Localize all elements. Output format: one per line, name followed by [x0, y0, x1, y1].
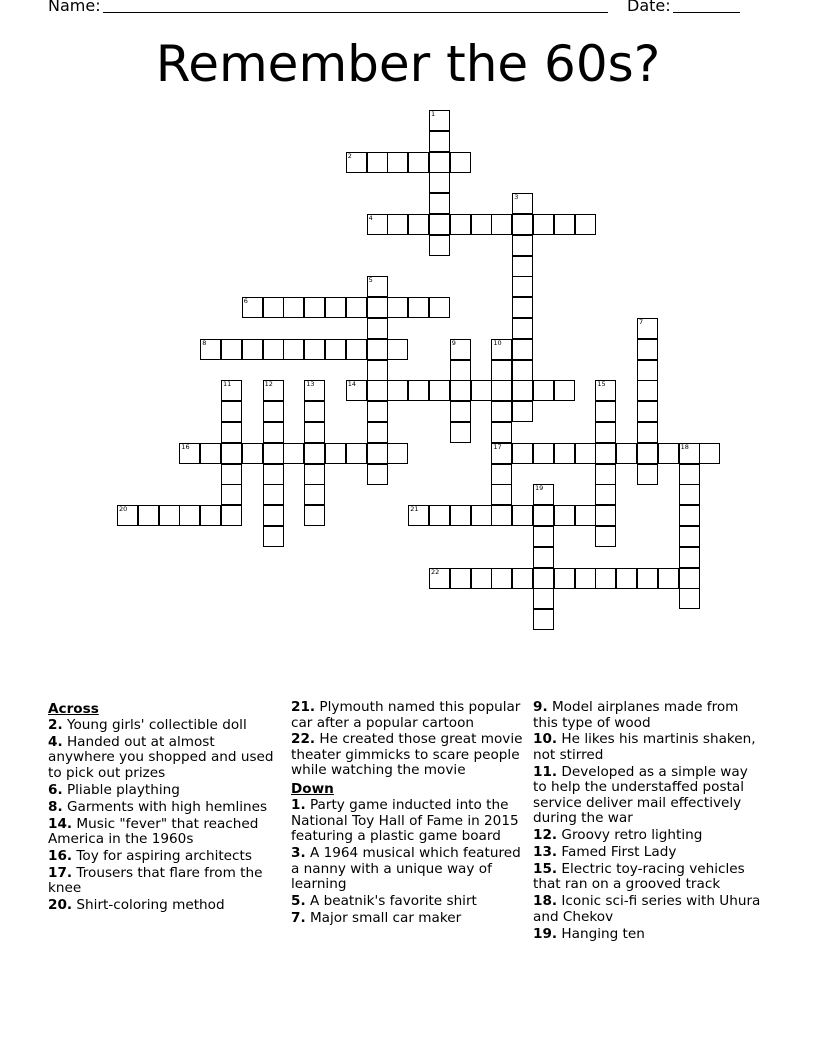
- grid-cell[interactable]: [471, 505, 492, 526]
- grid-cell[interactable]: [658, 443, 679, 464]
- grid-cell[interactable]: [304, 422, 325, 443]
- grid-cell[interactable]: [408, 380, 429, 401]
- grid-cell[interactable]: [512, 380, 533, 401]
- grid-cell[interactable]: [200, 505, 221, 526]
- clue-item: [48, 849, 280, 865]
- clue-column-3: [533, 700, 765, 944]
- grid-cell[interactable]: [450, 152, 471, 173]
- grid-cell[interactable]: [346, 339, 367, 360]
- clue-item: [48, 817, 280, 848]
- clue-item: [48, 735, 280, 782]
- cell-number: 19: [535, 484, 544, 493]
- grid-cell[interactable]: [346, 152, 367, 173]
- grid-cell[interactable]: [450, 401, 471, 422]
- cell-number: 8: [202, 338, 207, 347]
- grid-cell[interactable]: [450, 505, 471, 526]
- clue-text: Plymouth named this popular car after a popular cartoon: [291, 699, 521, 731]
- cell-number: 13: [306, 380, 315, 389]
- grid-cell[interactable]: [263, 443, 284, 464]
- grid-cell[interactable]: [637, 464, 658, 485]
- clue-text: Major small car maker: [309, 909, 462, 926]
- grid-cell[interactable]: [346, 443, 367, 464]
- grid-cell[interactable]: [159, 505, 180, 526]
- clue-text: A beatnik's favorite shirt: [309, 893, 477, 910]
- grid-cell[interactable]: [221, 401, 242, 422]
- grid-cell[interactable]: [554, 568, 575, 589]
- grid-cell[interactable]: [595, 526, 616, 547]
- cell-number: 4: [368, 214, 373, 222]
- grid-cell[interactable]: [429, 110, 450, 131]
- grid-cell[interactable]: [387, 380, 408, 401]
- grid-cell[interactable]: [491, 401, 512, 422]
- grid-cell[interactable]: [304, 297, 325, 318]
- grid-cell[interactable]: [533, 380, 554, 401]
- clue-item: [533, 765, 765, 827]
- clue-item: [291, 798, 523, 845]
- clue-number: 3.: [291, 845, 306, 862]
- grid-cell[interactable]: [575, 568, 596, 589]
- clue-text: Developed as a simple way to help the understaffed postal service deliver mail effectively during the war: [533, 763, 748, 827]
- grid-cell[interactable]: [491, 505, 512, 526]
- grid-cell[interactable]: [221, 484, 242, 505]
- grid-cell[interactable]: [512, 401, 533, 422]
- grid-cell[interactable]: [117, 505, 138, 526]
- clue-number: 12.: [533, 827, 558, 844]
- clue-number: 6.: [48, 781, 63, 798]
- grid-cell[interactable]: [429, 152, 450, 173]
- clue-number: 14.: [48, 815, 73, 832]
- grid-cell[interactable]: [637, 422, 658, 443]
- grid-cell[interactable]: [429, 131, 450, 152]
- clue-text: A 1964 musical which featured a nanny with a unique way of learning: [291, 845, 521, 893]
- grid-cell[interactable]: [429, 297, 450, 318]
- grid-cell[interactable]: [263, 505, 284, 526]
- grid-cell[interactable]: [408, 297, 429, 318]
- grid-cell[interactable]: [387, 152, 408, 173]
- grid-cell[interactable]: [387, 339, 408, 360]
- grid-cell[interactable]: [512, 276, 533, 297]
- grid-cell[interactable]: [304, 464, 325, 485]
- grid-cell[interactable]: [491, 422, 512, 443]
- grid-cell[interactable]: [450, 339, 471, 360]
- clue-number: 22.: [291, 731, 316, 748]
- grid-cell[interactable]: [533, 505, 554, 526]
- grid-cell[interactable]: [450, 360, 471, 381]
- clue-text: Iconic sci-fi series with Uhura and Chekov: [533, 893, 761, 925]
- page-title: Remember the 60s?: [155, 35, 661, 93]
- clue-column-1: [48, 700, 280, 915]
- grid-cell[interactable]: [179, 443, 200, 464]
- clue-item: [48, 898, 280, 914]
- grid-cell[interactable]: [637, 401, 658, 422]
- clue-number: 19.: [533, 925, 558, 942]
- cell-number: 12: [264, 380, 273, 389]
- grid-cell[interactable]: [637, 443, 658, 464]
- clue-item: [533, 927, 765, 943]
- grid-cell[interactable]: [367, 276, 388, 297]
- grid-cell[interactable]: [679, 588, 700, 609]
- grid-cell[interactable]: [200, 443, 221, 464]
- cell-number: 16: [181, 442, 190, 451]
- grid-cell[interactable]: [491, 214, 512, 235]
- grid-cell[interactable]: [679, 443, 700, 464]
- grid-cell[interactable]: [304, 401, 325, 422]
- clue-number: 7.: [291, 909, 306, 926]
- grid-cell[interactable]: [471, 568, 492, 589]
- grid-cell[interactable]: [367, 422, 388, 443]
- grid-cell[interactable]: [263, 464, 284, 485]
- grid-cell[interactable]: [304, 484, 325, 505]
- grid-cell[interactable]: [367, 318, 388, 339]
- grid-cell[interactable]: [512, 360, 533, 381]
- clue-item: [533, 845, 765, 861]
- clue-number: 15.: [533, 860, 558, 877]
- grid-cell[interactable]: [283, 339, 304, 360]
- grid-cell[interactable]: [512, 235, 533, 256]
- grid-cell[interactable]: [304, 505, 325, 526]
- clue-text: He created those great movie theater gimmicks to scare people while watching the movie: [291, 731, 523, 779]
- grid-cell[interactable]: [221, 464, 242, 485]
- grid-cell[interactable]: [450, 214, 471, 235]
- grid-cell[interactable]: [554, 380, 575, 401]
- grid-cell[interactable]: [263, 422, 284, 443]
- grid-cell[interactable]: [429, 193, 450, 214]
- grid-cell[interactable]: [616, 443, 637, 464]
- grid-cell[interactable]: [637, 568, 658, 589]
- grid-cell[interactable]: [221, 339, 242, 360]
- grid-cell[interactable]: [471, 380, 492, 401]
- grid-cell[interactable]: [325, 443, 346, 464]
- grid-cell[interactable]: [491, 484, 512, 505]
- grid-cell[interactable]: [263, 526, 284, 547]
- cell-number: 14: [347, 380, 357, 389]
- grid-cell[interactable]: [575, 505, 596, 526]
- grid-cell[interactable]: [679, 547, 700, 568]
- grid-cell[interactable]: [325, 339, 346, 360]
- clue-number: 16.: [48, 847, 73, 864]
- grid-cell[interactable]: [367, 152, 388, 173]
- grid-cell[interactable]: [367, 297, 388, 318]
- clue-text: Toy for aspiring architects: [76, 847, 252, 864]
- clue-item: [48, 783, 280, 799]
- clue-item: [291, 846, 523, 893]
- grid-cell[interactable]: [304, 380, 325, 401]
- grid-cell[interactable]: [512, 568, 533, 589]
- grid-cell[interactable]: [263, 484, 284, 505]
- clue-item: [291, 894, 523, 910]
- grid-cell[interactable]: [263, 339, 284, 360]
- cell-number: 15: [597, 380, 606, 389]
- grid-cell[interactable]: [512, 318, 533, 339]
- grid-cell[interactable]: [471, 214, 492, 235]
- grid-cell[interactable]: [575, 443, 596, 464]
- grid-cell[interactable]: [429, 235, 450, 256]
- grid-cell[interactable]: [512, 505, 533, 526]
- clue-item: [291, 732, 523, 779]
- grid-cell[interactable]: [595, 422, 616, 443]
- cell-number: 22: [431, 567, 440, 576]
- grid-cell[interactable]: [429, 214, 450, 235]
- grid-cell[interactable]: [429, 505, 450, 526]
- clue-number: 1.: [291, 797, 306, 814]
- clue-text: Party game inducted into the National Toy Hall of Fame in 2015 featuring a plastic game board: [291, 797, 519, 845]
- clue-item: [533, 700, 765, 731]
- clue-number: 5.: [291, 893, 306, 910]
- cell-number: 20: [119, 505, 128, 514]
- grid-cell[interactable]: [595, 484, 616, 505]
- cell-number: 11: [223, 380, 232, 389]
- grid-cell[interactable]: [616, 568, 637, 589]
- clue-text: Shirt-coloring method: [76, 897, 225, 914]
- grid-cell[interactable]: [658, 568, 679, 589]
- clue-number: 21.: [291, 699, 316, 715]
- clue-text: Electric toy-racing vehicles that ran on a grooved track: [533, 860, 745, 893]
- grid-cell[interactable]: [450, 422, 471, 443]
- cell-number: 5: [368, 276, 373, 285]
- grid-cell[interactable]: [637, 339, 658, 360]
- clue-item: [291, 911, 523, 927]
- grid-cell[interactable]: [595, 380, 616, 401]
- grid-cell[interactable]: [533, 484, 554, 505]
- grid-cell[interactable]: [491, 380, 512, 401]
- grid-cell[interactable]: [554, 443, 575, 464]
- clue-column-2: [291, 700, 523, 928]
- clue-number: 4.: [48, 733, 63, 750]
- grid-cell[interactable]: [637, 360, 658, 381]
- clue-number: 17.: [48, 864, 73, 881]
- grid-cell[interactable]: [367, 339, 388, 360]
- grid-cell[interactable]: [595, 401, 616, 422]
- grid-cell[interactable]: [179, 505, 200, 526]
- grid-cell[interactable]: [491, 568, 512, 589]
- grid-cell[interactable]: [491, 339, 512, 360]
- cell-number: 17: [493, 442, 502, 451]
- grid-cell[interactable]: [304, 443, 325, 464]
- clue-text: Hanging ten: [561, 925, 645, 942]
- across-heading: Across: [48, 701, 99, 717]
- grid-cell[interactable]: [679, 484, 700, 505]
- grid-cell[interactable]: [491, 464, 512, 485]
- clue-number: 11.: [533, 763, 558, 780]
- grid-cell[interactable]: [575, 214, 596, 235]
- grid-cell[interactable]: [408, 214, 429, 235]
- grid-cell[interactable]: [512, 443, 533, 464]
- clue-number: 9.: [533, 699, 548, 715]
- grid-cell[interactable]: [679, 526, 700, 547]
- grid-cell[interactable]: [595, 464, 616, 485]
- grid-cell[interactable]: [491, 443, 512, 464]
- cell-number: 10: [493, 338, 502, 347]
- grid-cell[interactable]: [429, 568, 450, 589]
- clue-item: [48, 866, 280, 897]
- cell-number: 9: [451, 338, 456, 347]
- grid-cell[interactable]: [533, 588, 554, 609]
- clue-item: [533, 894, 765, 925]
- grid-cell[interactable]: [263, 380, 284, 401]
- clue-item: [48, 718, 280, 734]
- grid-cell[interactable]: [595, 505, 616, 526]
- grid-cell[interactable]: [242, 339, 263, 360]
- grid-cell[interactable]: [450, 568, 471, 589]
- grid-cell[interactable]: [221, 443, 242, 464]
- grid-cell[interactable]: [450, 380, 471, 401]
- cell-number: 18: [680, 442, 689, 451]
- grid-cell[interactable]: [679, 505, 700, 526]
- clue-item: [48, 800, 280, 816]
- date-label: Date:: [627, 0, 671, 15]
- cell-number: 3: [514, 193, 519, 202]
- grid-cell[interactable]: [346, 380, 367, 401]
- grid-cell[interactable]: [367, 443, 388, 464]
- cell-number: 7: [639, 318, 644, 326]
- grid-cell[interactable]: [699, 443, 720, 464]
- grid-cell[interactable]: [533, 526, 554, 547]
- clue-text: Model airplanes made from this type of wood: [533, 699, 739, 731]
- grid-cell[interactable]: [554, 505, 575, 526]
- cell-number: 6: [243, 297, 248, 306]
- grid-cell[interactable]: [637, 380, 658, 401]
- clue-text: Handed out at almost anywhere you shopped and used to pick out prizes: [48, 733, 274, 781]
- clue-text: He likes his martinis shaken, not stirred: [533, 731, 756, 763]
- grid-cell[interactable]: [512, 256, 533, 277]
- grid-cell[interactable]: [367, 401, 388, 422]
- grid-cell[interactable]: [242, 297, 263, 318]
- clue-text: Garments with high hemlines: [66, 798, 268, 815]
- grid-cell[interactable]: [367, 214, 388, 235]
- grid-cell[interactable]: [512, 193, 533, 214]
- down-heading: Down: [291, 781, 334, 798]
- grid-cell[interactable]: [512, 297, 533, 318]
- cell-number: 1: [431, 110, 436, 118]
- clue-item: [533, 862, 765, 893]
- grid-cell[interactable]: [679, 464, 700, 485]
- grid-cell[interactable]: [429, 380, 450, 401]
- clue-text: Pliable plaything: [66, 781, 180, 798]
- grid-cell[interactable]: [637, 318, 658, 339]
- grid-cell[interactable]: [221, 505, 242, 526]
- name-label: Name:: [48, 0, 101, 15]
- clue-text: Famed First Lady: [561, 844, 677, 861]
- grid-cell[interactable]: [533, 443, 554, 464]
- clue-text: Groovy retro lighting: [561, 827, 703, 844]
- clue-text: Young girls' collectible doll: [66, 717, 247, 733]
- clue-number: 2.: [48, 717, 63, 733]
- grid-cell[interactable]: [595, 443, 616, 464]
- grid-cell[interactable]: [325, 297, 346, 318]
- clue-item: [533, 732, 765, 763]
- grid-cell[interactable]: [200, 339, 221, 360]
- clue-number: 10.: [533, 731, 558, 748]
- clue-text: Music "fever" that reached America in the 1960s: [48, 815, 259, 848]
- grid-cell[interactable]: [263, 297, 284, 318]
- grid-cell[interactable]: [429, 172, 450, 193]
- grid-cell[interactable]: [533, 609, 554, 630]
- grid-cell[interactable]: [367, 380, 388, 401]
- cell-number: 2: [347, 151, 352, 160]
- clue-text: Trousers that flare from the knee: [48, 864, 263, 897]
- grid-cell[interactable]: [408, 152, 429, 173]
- grid-cell[interactable]: [242, 443, 263, 464]
- grid-cell[interactable]: [491, 360, 512, 381]
- grid-cell[interactable]: [221, 422, 242, 443]
- clue-item: [533, 828, 765, 844]
- grid-cell[interactable]: [263, 401, 284, 422]
- grid-cell[interactable]: [367, 360, 388, 381]
- clue-number: 13.: [533, 844, 558, 861]
- grid-cell[interactable]: [387, 297, 408, 318]
- grid-cell[interactable]: [408, 505, 429, 526]
- cell-number: 21: [410, 505, 419, 514]
- grid-cell[interactable]: [679, 568, 700, 589]
- grid-cell[interactable]: [512, 339, 533, 360]
- grid-cell[interactable]: [512, 214, 533, 235]
- grid-cell[interactable]: [533, 547, 554, 568]
- grid-cell[interactable]: [387, 443, 408, 464]
- grid-cell[interactable]: [387, 214, 408, 235]
- grid-cell[interactable]: [367, 464, 388, 485]
- grid-cell[interactable]: [283, 297, 304, 318]
- grid-cell[interactable]: [533, 214, 554, 235]
- grid-cell[interactable]: [221, 380, 242, 401]
- grid-cell[interactable]: [283, 443, 304, 464]
- clue-number: 8.: [48, 798, 63, 815]
- clue-item: [291, 700, 523, 731]
- grid-cell[interactable]: [554, 214, 575, 235]
- grid-cell[interactable]: [533, 568, 554, 589]
- grid-cell[interactable]: [595, 568, 616, 589]
- clue-number: 18.: [533, 893, 558, 910]
- grid-cell[interactable]: [304, 339, 325, 360]
- clue-number: 20.: [48, 897, 73, 914]
- grid-cell[interactable]: [138, 505, 159, 526]
- grid-cell[interactable]: [346, 297, 367, 318]
